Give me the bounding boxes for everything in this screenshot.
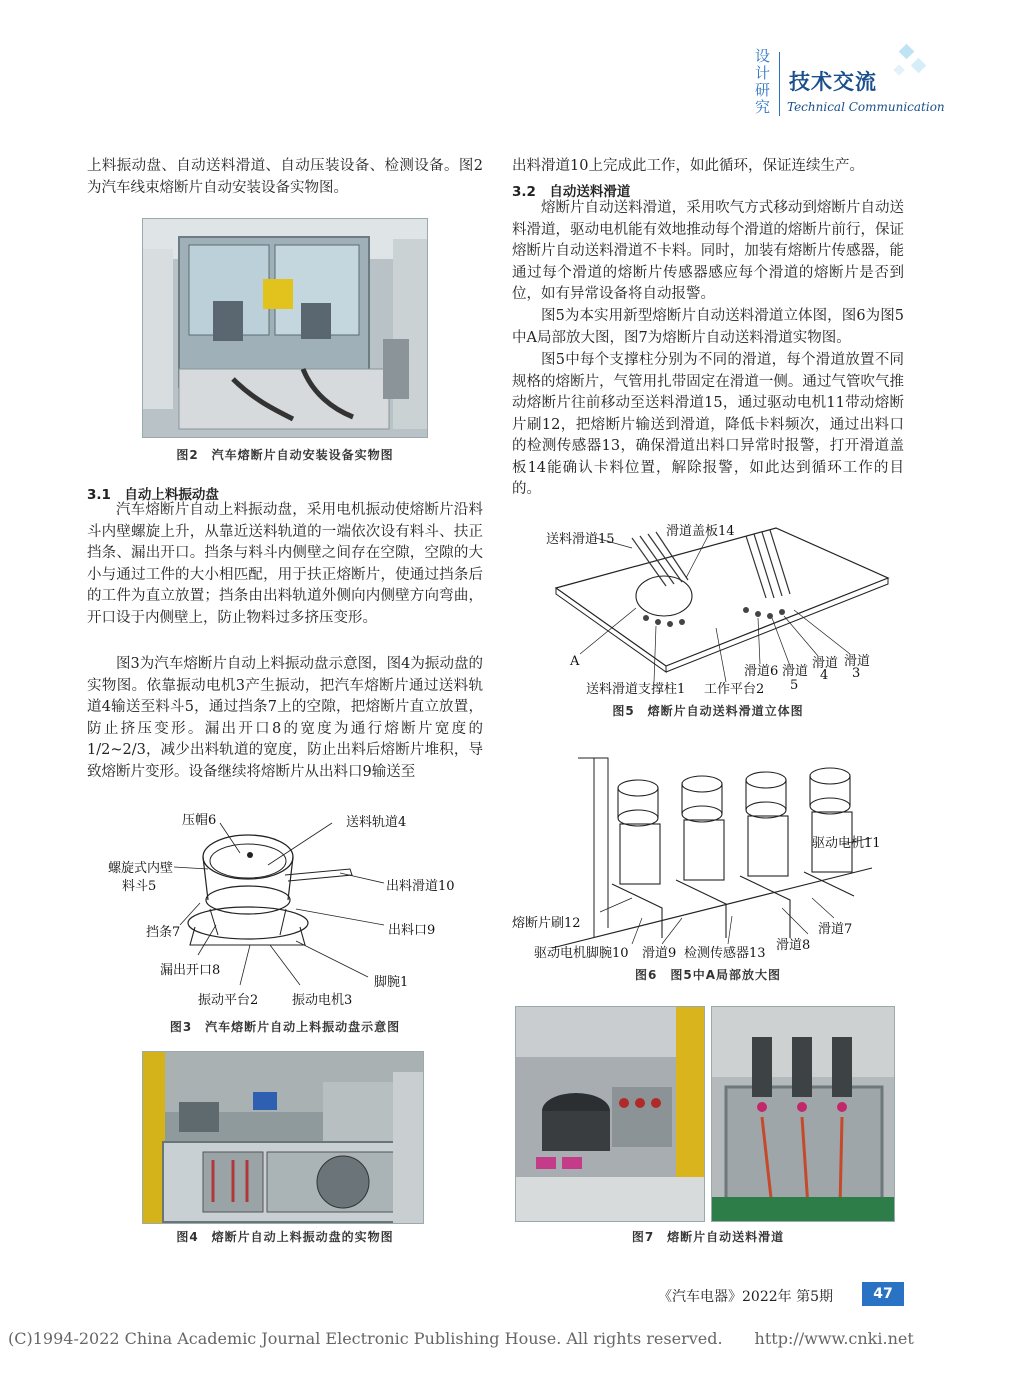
fig5-label: 滑道 bbox=[844, 654, 871, 669]
fig3-label: 料斗5 bbox=[122, 879, 157, 894]
fig2-photo bbox=[142, 218, 428, 438]
fig3-label: 振动电机3 bbox=[292, 993, 353, 1008]
page-number: 47 bbox=[873, 1286, 893, 1302]
decor-diamond bbox=[893, 64, 904, 75]
fig3-label: 送料轨道4 bbox=[346, 815, 407, 830]
sec31-paragraph-2: 图3为汽车熔断片自动上料振动盘示意图，图4为振动盘的实物图。依靠振动电机3产生振动，把汽车熔断片通过送料轨道4输送至料斗5，通过挡条7上的空隙，把熔断片直立放置，防止挤压变形。漏出开口8的宽度为通行熔断片宽度的1/2~2/3，减少出料轨道的宽度，防止出料后熔断片堆积，导致熔断片变形。设备继续将熔断片从出料口9输送至 bbox=[87, 656, 483, 780]
fig3-label: 压帽6 bbox=[182, 813, 217, 828]
fig5-label: 滑道6 bbox=[744, 664, 779, 679]
fig5-diagram bbox=[536, 518, 906, 696]
fig5-label: 4 bbox=[820, 668, 829, 683]
fig4-photo bbox=[142, 1051, 424, 1224]
fig6-label: 熔断片刷12 bbox=[512, 916, 581, 931]
fig5-label: 5 bbox=[790, 678, 799, 693]
fig3-caption: 图3 汽车熔断片自动上料振动盘示意图 bbox=[169, 1020, 401, 1034]
section-3-2-heading: 3.2 自动送料滑道 bbox=[512, 184, 631, 200]
fig5-caption: 图5 熔断片自动送料滑道立体图 bbox=[612, 704, 804, 718]
fig5-label: 滑道盖板14 bbox=[666, 524, 735, 539]
fig3-label: 振动平台2 bbox=[198, 993, 259, 1008]
decor-diamond bbox=[911, 58, 927, 74]
fig6-caption: 图6 图5中A局部放大图 bbox=[635, 968, 781, 982]
sec32-paragraph-3: 图5中每个支撑柱分别为不同的滑道，每个滑道放置不同规格的熔断片，气管用扎带固定在滑道一侧。通过气管吹气推动熔断片往前移动至送料滑道15，通过驱动电机11带动熔断片刷12，把熔断片输送到滑道，降低卡料频次，通过出料口的检测传感器13，确保滑道出料口异常时报警，打开滑道盖板14能确认卡料位置，解除报警，如此达到循环工作的目的。 bbox=[512, 352, 904, 497]
page-header bbox=[755, 44, 975, 124]
fig3-label: 螺旋式内壁 bbox=[108, 861, 174, 876]
header-divider bbox=[779, 52, 780, 116]
fig6-label: 检测传感器13 bbox=[684, 946, 766, 961]
fig7-photo-right bbox=[711, 1006, 895, 1222]
fig3-label: 出料口9 bbox=[388, 923, 436, 938]
fig5-label: 送料滑道15 bbox=[546, 532, 615, 547]
right-paragraph-0: 出料滑道10上完成此工作，如此循环，保证连续生产。 bbox=[512, 158, 864, 174]
sec32-paragraph-1: 熔断片自动送料滑道，采用吹气方式移动到熔断片自动送料滑道，驱动电机能有效地推动每个滑道的熔断片前行，保证熔断片自动送料滑道不卡料。同时，加装有熔断片传感器，能通过每个滑道的熔断片传感器感应每个滑道的熔断片是否到位，如有异常设备将自动报警。 bbox=[512, 200, 904, 302]
fig5-label: 送料滑道支撑柱1 bbox=[586, 682, 686, 697]
fig6-label: 驱动电机11 bbox=[812, 836, 881, 851]
section-vertical-label: 设计研究 bbox=[755, 47, 771, 116]
fig5-label: 工作平台2 bbox=[704, 682, 765, 697]
section-3-1-heading: 3.1 自动上料振动盘 bbox=[87, 487, 219, 503]
fig5-label: 3 bbox=[852, 666, 861, 681]
decor-diamond bbox=[899, 44, 915, 60]
sec32-paragraph-2: 图5为本实用新型熔断片自动送料滑道立体图，图6为图5中A局部放大图，图7为熔断片自动送料滑道实物图。 bbox=[512, 308, 904, 346]
fig3-label: 出料滑道10 bbox=[386, 879, 455, 894]
fig5-label: 滑道 bbox=[812, 656, 839, 671]
fig7-photo-left bbox=[515, 1006, 705, 1222]
copyright-line: (C)1994-2022 China Academic Journal Electronic Publishing House. All rights reserved. http://www.cnki.net bbox=[8, 1329, 914, 1348]
section-subtitle: Technical Communication bbox=[787, 100, 945, 114]
fig7-caption: 图7 熔断片自动送料滑道 bbox=[631, 1230, 785, 1244]
fig3-diagram bbox=[100, 805, 480, 1010]
intro-paragraph: 上料振动盘、自动送料滑道、自动压装设备、检测设备。图2为汽车线束熔断片自动安装设备实物图。 bbox=[87, 158, 483, 196]
fig2-caption: 图2 汽车熔断片自动安装设备实物图 bbox=[176, 448, 394, 462]
journal-name: 《汽车电器》2022年 第5期 bbox=[658, 1289, 833, 1305]
fig4-caption: 图4 熔断片自动上料振动盘的实物图 bbox=[176, 1230, 394, 1244]
fig5-label: A bbox=[570, 654, 580, 669]
fig6-label: 滑道8 bbox=[776, 938, 811, 953]
fig6-label: 滑道7 bbox=[818, 922, 853, 937]
fig6-label: 滑道9 bbox=[642, 946, 677, 961]
fig6-label: 驱动电机脚腕10 bbox=[534, 946, 629, 961]
fig3-label: 脚腕1 bbox=[374, 975, 409, 990]
section-title: 技术交流 bbox=[789, 70, 877, 94]
page-number-box bbox=[862, 1282, 904, 1306]
fig6-diagram bbox=[512, 748, 904, 960]
fig5-label: 滑道 bbox=[782, 664, 809, 679]
fig3-label: 漏出开口8 bbox=[160, 963, 221, 978]
sec31-paragraph-1: 汽车熔断片自动上料振动盘，采用电机振动使熔断片沿料斗内壁螺旋上升，从靠近送料轨道的一端依次设有料斗、扶正挡条、漏出开口。挡条与料斗内侧壁之间存在空隙，空隙的大小与通过工件的大小相匹配，用于扶正熔断片，使通过挡条后的工件为直立放置；挡条由出料轨道外侧向内侧壁方向弯曲，开口设于内侧壁上，防止物料过多挤压变形。 bbox=[87, 502, 483, 626]
fig3-label: 挡条7 bbox=[146, 925, 181, 940]
